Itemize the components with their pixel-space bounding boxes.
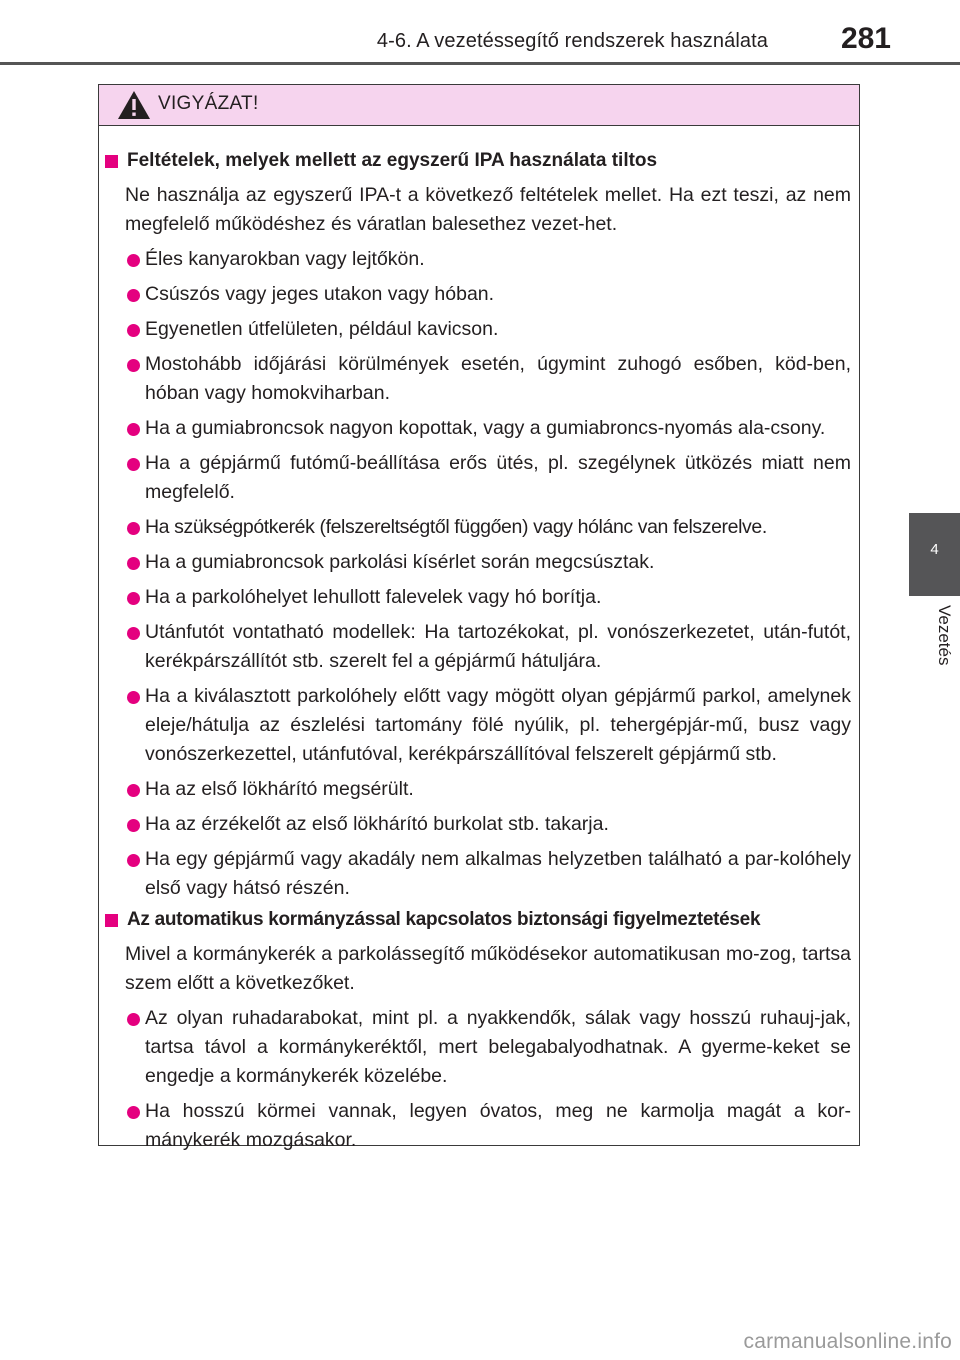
list-item: Ha hosszú körmei vannak, legyen óvatos, meg ne karmolja magát a kor-mánykerék mozgásakor.	[105, 1097, 851, 1155]
list-item: Ha az érzékelőt az első lökhárító burkolat stb. takarja.	[105, 810, 851, 839]
bullet-dot-icon	[127, 423, 140, 436]
list-item: Egyenetlen útfelületen, például kavicson.	[105, 315, 851, 344]
bullet-dot-icon	[127, 1013, 140, 1026]
list-item: Ha a parkolóhelyet lehullott falevelek vagy hó borítja.	[105, 583, 851, 612]
page-header	[0, 0, 960, 64]
list-item: Ha egy gépjármű vagy akadály nem alkalmas helyzetben található a par-kolóhely első vagy hátsó részén.	[105, 845, 851, 903]
chapter-number: 4	[930, 541, 939, 558]
list-item: Ha a gumiabroncsok parkolási kísérlet során megcsúsztak.	[105, 548, 851, 577]
list-item: Az olyan ruhadarabokat, mint pl. a nyakkendők, sálak vagy hosszú ruhauj-jak, tartsa távol a kormánykeréktől, mert belegabalyodhatnak. A gyerme-keket se engedje a kormánykerék közelébe.	[105, 1004, 851, 1091]
list-item: Ha a gépjármű futómű-beállítása erős ütés, pl. szegélynek ütközés miatt nem megfelelő.	[105, 449, 851, 507]
chapter-label: Vezetés	[935, 605, 954, 666]
page-number: 281	[840, 22, 891, 55]
list-item: Ha a gumiabroncsok nagyon kopottak, vagy a gumiabroncs-nyomás ala-csony.	[105, 414, 851, 443]
warning-box	[98, 84, 860, 1151]
bullet-dot-icon	[127, 254, 140, 267]
list-item: Utánfutót vontatható modellek: Ha tartozékokat, pl. vonószerkezetet, után-futót, kerékpárszállítót stb. szerelt fel a gépjármű hátuljára.	[105, 618, 851, 676]
bullet-dot-icon	[127, 1106, 140, 1119]
bullet-dot-icon	[127, 324, 140, 337]
bullet-dot-icon	[127, 557, 140, 570]
bullet-dot-icon	[127, 289, 140, 302]
bullet-dot-icon	[127, 784, 140, 797]
bullet-dot-icon	[127, 458, 140, 471]
chapter-tab	[909, 513, 960, 596]
bullet-dot-icon	[127, 627, 140, 640]
section-title: 4-6. A vezetéssegítő rendszerek használata	[376, 30, 768, 52]
header-divider	[0, 62, 960, 65]
list-item: Ha az első lökhárító megsérült.	[105, 775, 851, 804]
watermark: carmanualsonline.info	[743, 1330, 952, 1353]
list-item: Ha szükségpótkerék (felszereltségtől függően) vagy hólánc van felszerelve.	[105, 513, 851, 542]
bullet-dot-icon	[127, 592, 140, 605]
bullet-dot-icon	[127, 522, 140, 535]
warning-header	[99, 85, 859, 126]
list-item: Ha a kiválasztott parkolóhely előtt vagy mögött olyan gépjármű parkol, amelynek eleje/hátulja az észlelési tartomány fölé nyúlik, pl. tehergépjár-mű, busz vagy vonószerkezettel, utánfutóval, kerékpárszállítóval felszerelt gépjármű stb.	[105, 682, 851, 769]
section-paragraph: Ne használja az egyszerű IPA-t a következő feltételek mellet. Ha ezt teszi, az nem megfelelő működéshez és váratlan balesethez vezet-het.	[125, 184, 851, 235]
section-heading: Feltételek, melyek mellett az egyszerű IPA használata tiltos	[105, 146, 851, 175]
bullet-dot-icon	[127, 359, 140, 372]
bullet-dot-icon	[127, 854, 140, 867]
bullet-dot-icon	[127, 691, 140, 704]
section-heading: Az automatikus kormányzással kapcsolatos biztonsági figyelmeztetések	[105, 905, 851, 934]
list-item: Mostohább időjárási körülmények esetén, úgymint zuhogó esőben, köd-ben, hóban vagy homokviharban.	[105, 350, 851, 408]
list-item: Éles kanyarokban vagy lejtőkön.	[105, 245, 851, 274]
warning-title: VIGYÁZAT!	[158, 93, 259, 114]
warning-triangle-icon	[117, 90, 151, 120]
bullet-dot-icon	[127, 819, 140, 832]
section-paragraph: Mivel a kormánykerék a parkolássegítő működésekor automatikusan mo-zog, tartsa szem előtt a következőket.	[125, 943, 851, 994]
list-item: Csúszós vagy jeges utakon vagy hóban.	[105, 280, 851, 309]
square-bullet-icon	[105, 155, 118, 168]
warning-body	[99, 126, 859, 1155]
square-bullet-icon	[105, 914, 118, 927]
